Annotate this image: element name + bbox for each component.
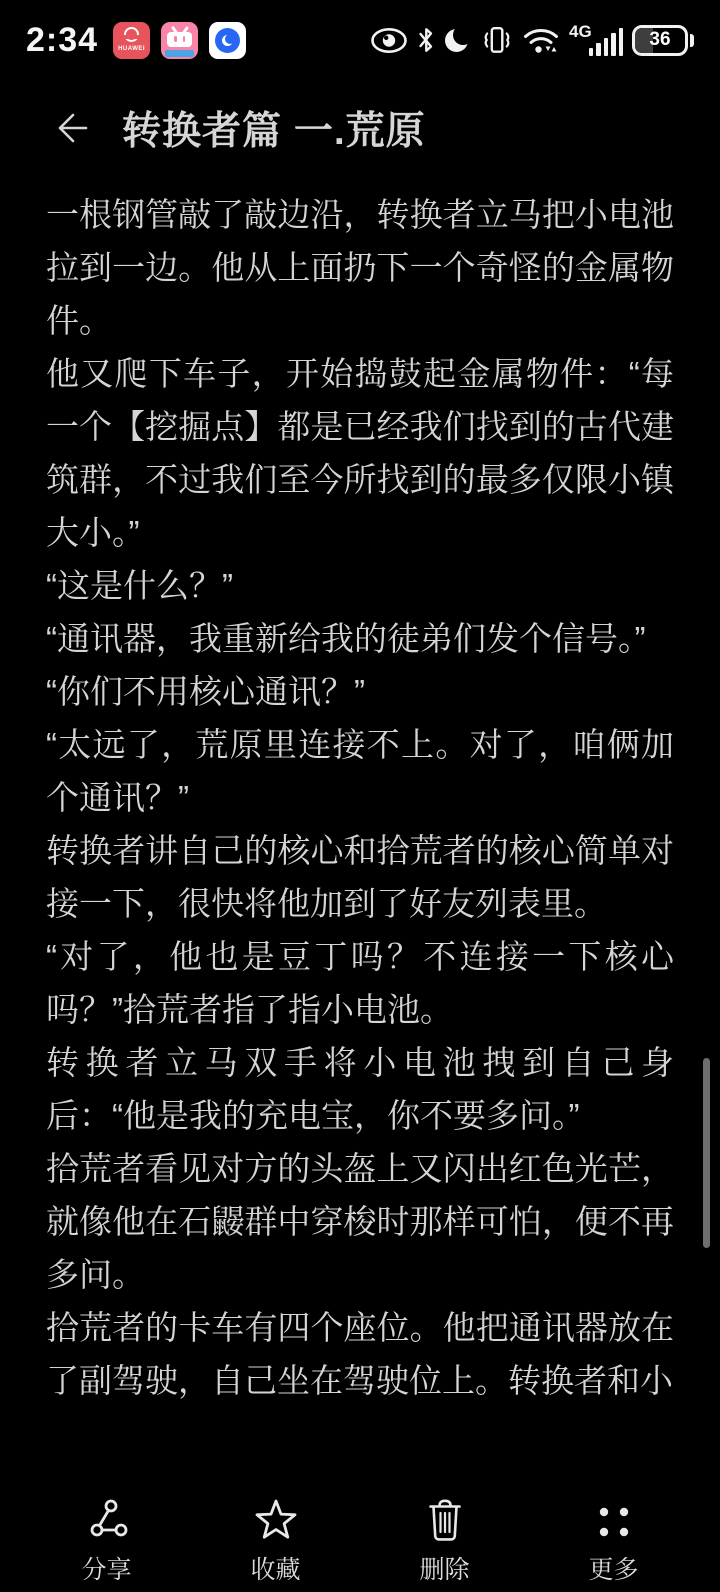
more-button[interactable] [529,1488,698,1592]
quark-browser-notification-icon [209,22,246,59]
battery-icon [632,25,694,56]
status-bar [0,0,720,80]
favorite-label: 收藏 [250,1556,301,1584]
bottom-toolbar [0,1488,720,1592]
eye-comfort-icon [370,27,408,54]
back-arrow-icon [53,109,91,147]
tv-eye-right [183,36,186,42]
vibrate-icon [481,25,513,55]
delete-button[interactable] [360,1488,529,1592]
battery-nub [690,34,694,47]
share-label: 分享 [81,1556,132,1584]
bag-body-shape [119,35,144,39]
trash-icon [422,1497,468,1543]
more-label: 更多 [588,1556,639,1584]
wifi-icon [522,25,560,55]
chapter-content[interactable] [46,188,674,1488]
appgallery-label: HUAWEI [118,45,146,52]
tv-eye-left [174,36,177,42]
share-icon [84,1497,130,1543]
paragraph: 拾荒者的卡车有四个座位。他把通讯器放在了副驾驶，自己坐在驾驶位上。转换者和小 [46,1309,674,1399]
more-dots-icon [591,1497,637,1543]
paragraph: “这是什么？” [46,567,233,604]
paragraph: 一根钢管敲了敲边沿，转换者立马把小电池拉到一边。他从上面扔下一个奇怪的金属物件。 [46,196,674,339]
paragraph: 转换者讲自己的核心和拾荒者的核心简单对接一下，很快将他加到了好友列表里。 [46,832,674,922]
status-bar-right [370,23,694,57]
scrollbar-thumb[interactable] [703,1058,710,1248]
bluetooth-icon [417,26,435,54]
do-not-disturb-moon-icon [444,26,472,54]
back-button[interactable] [50,106,94,150]
huawei-appgallery-notification-icon [113,22,150,59]
banner-shape [165,50,194,57]
delete-label: 删除 [419,1556,470,1584]
bilibili-notification-icon [161,22,198,59]
paragraph: 转换者立马双手将小电池拽到自己身后：“他是我的充电宝，你不要多问。” [46,1044,674,1134]
tv-shape [167,32,192,47]
paragraph: “你们不用核心通讯？” [46,673,365,710]
share-button[interactable] [22,1488,191,1592]
favorite-button[interactable] [191,1488,360,1592]
network-type-label: 4G [569,22,592,41]
star-icon [253,1497,299,1543]
signal-bars [589,28,624,56]
paragraph: 他又爬下车子，开始捣鼓起金属物件：“每一个【挖掘点】都是已经我们找到的古代建筑群，不过我们至今所找到的最多仅限小镇大小。” [46,355,674,551]
chapter-title: 转换者篇 一.荒原 [122,110,426,153]
paragraph: 拾荒者看见对方的头盔上又闪出红色光芒，就像他在石鼹群中穿梭时那样可怕，便不再多问。 [46,1150,674,1293]
paragraph: “太远了，荒原里连接不上。对了，咱俩加个通讯？” [46,726,674,816]
clock: 2:34 [26,20,99,59]
status-bar-left [26,21,246,60]
chapter-header [0,86,720,170]
quark-crescent-shape [225,34,235,44]
paragraph: “通讯器，我重新给我的徒弟们发个信号。” [46,620,646,657]
battery-percent: 36 [649,29,671,50]
mobile-signal-icon [569,23,623,57]
paragraph: “对了，他也是豆丁吗？不连接一下核心吗？”拾荒者指了指小电池。 [46,938,674,1028]
